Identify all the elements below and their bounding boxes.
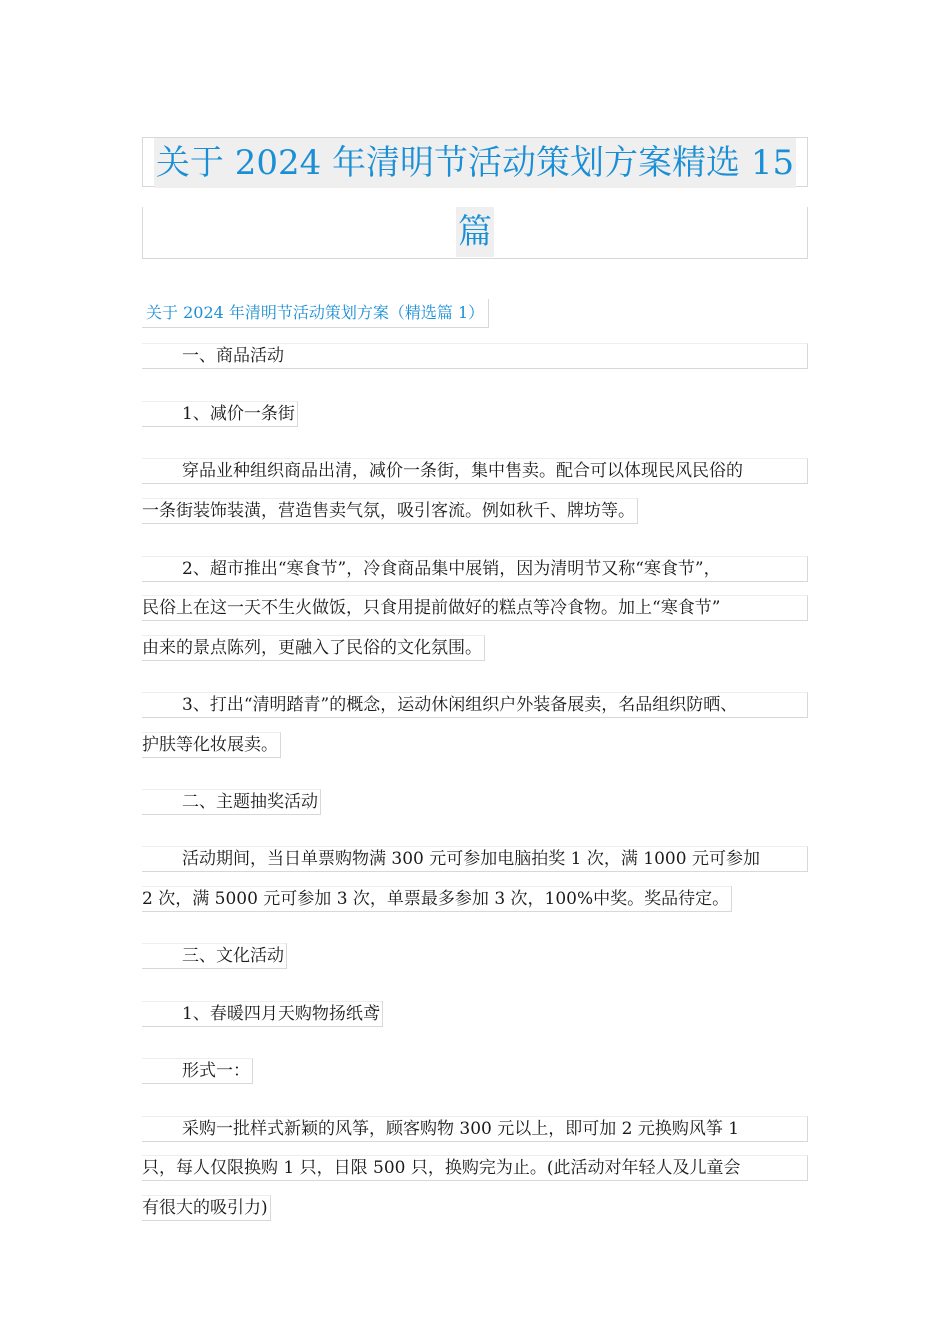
paragraph-line: 有很大的吸引力) xyxy=(142,1195,271,1221)
item-form-one: 形式一： xyxy=(142,1058,253,1084)
title-line-2-box xyxy=(142,207,808,259)
paragraph-line: 3、打出“清明踏青”的概念，运动休闲组织户外装备展卖，名品组织防晒、 xyxy=(142,692,808,718)
section-subtitle: 关于 2024 年清明节活动策划方案（精选篇 1） xyxy=(142,299,489,328)
paragraph-line: 只，每人仅限换购 1 只，日限 500 只，换购完为止。(此活动对年轻人及儿童会 xyxy=(142,1155,808,1181)
paragraph-line: 2、超市推出“寒食节”，冷食商品集中展销，因为清明节又称“寒食节”， xyxy=(142,556,808,582)
document-title-line-2: 篇 xyxy=(456,207,494,257)
paragraph-line: 2 次，满 5000 元可参加 3 次，单票最多参加 3 次，100%中奖。奖品待定。 xyxy=(142,886,732,912)
item-kite-shopping: 1、春暖四月天购物扬纸鸢 xyxy=(142,1001,383,1027)
paragraph-line: 由来的景点陈列，更融入了民俗的文化氛围。 xyxy=(142,635,485,661)
document-title-line-1: 关于 2024 年清明节活动策划方案精选 15 xyxy=(154,138,796,188)
title-line-1-box xyxy=(142,137,808,187)
paragraph-line: 一条街装饰装潢，营造售卖气氛，吸引客流。例如秋千、牌坊等。 xyxy=(142,498,638,524)
paragraph-line: 采购一批样式新颖的风筝，顾客购物 300 元以上，即可加 2 元换购风筝 1 xyxy=(142,1116,808,1142)
heading-cultural-activity: 三、文化活动 xyxy=(142,943,287,969)
paragraph-line: 民俗上在这一天不生火做饭，只食用提前做好的糕点等冷食物。加上“寒食节” xyxy=(142,595,808,621)
paragraph-line: 穿品业种组织商品出清，减价一条街，集中售卖。配合可以体现民风民俗的 xyxy=(142,458,808,484)
item-discount-street: 1、减价一条街 xyxy=(142,401,298,427)
heading-lottery-activity: 二、主题抽奖活动 xyxy=(142,789,321,815)
paragraph-line: 护肤等化妆展卖。 xyxy=(142,732,281,758)
paragraph-line: 活动期间，当日单票购物满 300 元可参加电脑拍奖 1 次，满 1000 元可参加 xyxy=(142,846,808,872)
heading-product-activity: 一、商品活动 xyxy=(142,343,808,369)
